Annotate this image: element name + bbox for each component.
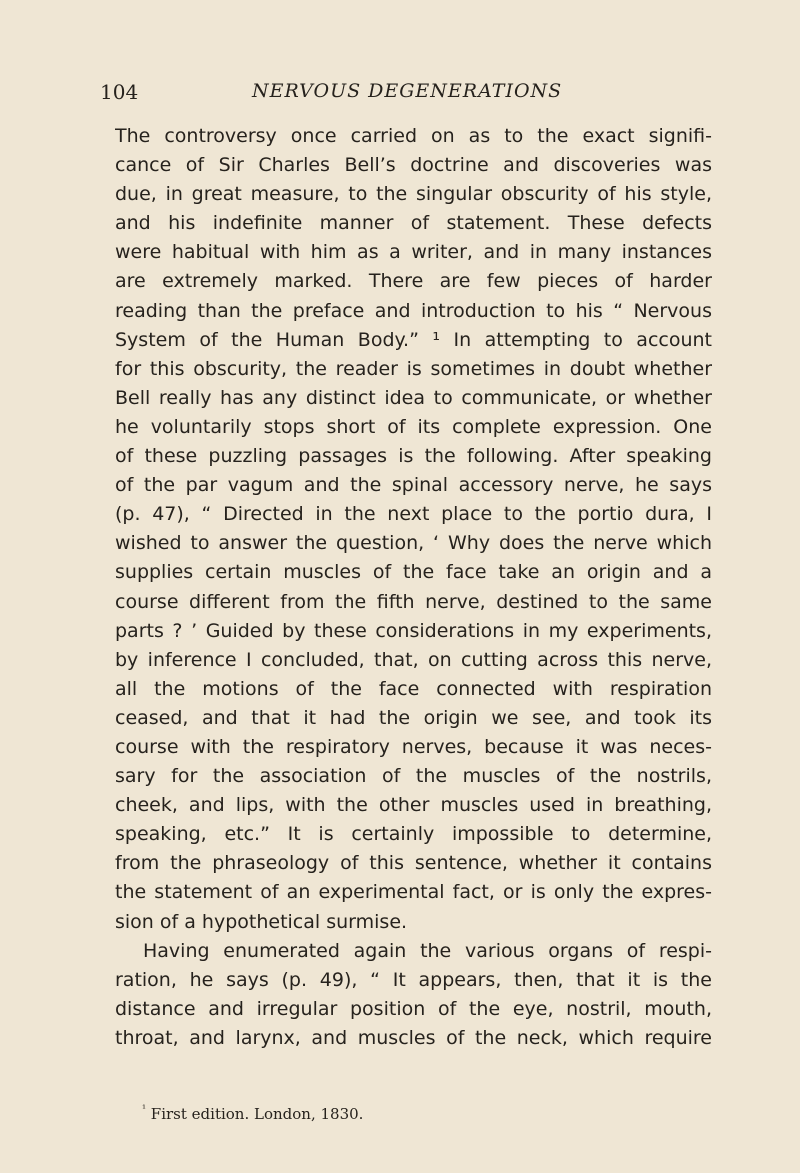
text-line: cance of Sir Charles Bell’s doctrine and discoveries was	[115, 154, 712, 177]
page-header	[100, 80, 720, 110]
text-line: wished to answer the question, ‘ Why does the nerve which	[115, 532, 712, 555]
text-line: (p. 47), “ Directed in the next place to the portio dura, I	[115, 503, 712, 526]
text-line: and his indefinite manner of statement. These defects	[115, 212, 712, 235]
text-line: from the phraseology of this sentence, whether it contains	[115, 852, 712, 875]
text-line: he voluntarily stops short of its complete expression. One	[115, 415, 712, 438]
text-line: reading than the preface and introduction to his “ Nervous	[115, 299, 712, 322]
text-line: all the motions of the face connected with respiration	[115, 677, 712, 700]
text-line: distance and irregular position of the eye, nostril, mouth,	[115, 997, 712, 1020]
text-line: of these puzzling passages is the following. After speaking	[115, 445, 712, 468]
footnote-marker: ¹	[142, 1104, 147, 1115]
text-line: Having enumerated again the various organs of respi-	[143, 939, 712, 962]
text-line: of the par vagum and the spinal accessory nerve, he says	[115, 474, 712, 497]
text-line: due, in great measure, to the singular obscurity of his style,	[115, 183, 712, 206]
body-text	[115, 122, 712, 1053]
text-line: The controversy once carried on as to the exact signifi-	[115, 125, 712, 147]
text-line: System of the Human Body.” ¹ In attempting to account	[115, 328, 712, 351]
running-head: NERVOUS DEGENERATIONS	[252, 80, 563, 102]
text-line: speaking, etc.” It is certainly impossible to determine,	[115, 823, 712, 846]
text-line: supplies certain muscles of the face take an origin and a	[115, 561, 712, 584]
text-line: course with the respiratory nerves, because it was neces-	[115, 735, 712, 758]
text-line: cheek, and lips, with the other muscles used in breathing,	[115, 794, 712, 817]
footnote	[142, 1104, 363, 1123]
text-line: course different from the fifth nerve, destined to the same	[115, 590, 712, 613]
footnote-text: First edition. London, 1830.	[150, 1105, 364, 1123]
text-line: were habitual with him as a writer, and in many instances	[115, 241, 712, 264]
text-line: Bell really has any distinct idea to communicate, or whether	[115, 386, 712, 409]
text-line: ration, he says (p. 49), “ It appears, then, that it is the	[115, 968, 712, 991]
text-line: are extremely marked. There are few pieces of harder	[115, 270, 712, 293]
text-line: by inference I concluded, that, on cutting across this nerve,	[115, 648, 712, 671]
text-line: ceased, and that it had the origin we see, and took its	[115, 706, 712, 729]
text-line: throat, and larynx, and muscles of the neck, which require	[115, 1026, 712, 1049]
text-line: for this obscurity, the reader is sometimes in doubt whether	[115, 357, 712, 380]
page-number: 104	[100, 80, 139, 104]
text-line: the statement of an experimental fact, or is only the expres-	[115, 881, 712, 904]
text-line: parts ? ’ Guided by these considerations in my experiments,	[115, 619, 712, 642]
text-line: sary for the association of the muscles of the nostrils,	[115, 765, 712, 788]
text-line: sion of a hypothetical surmise.	[115, 910, 408, 933]
